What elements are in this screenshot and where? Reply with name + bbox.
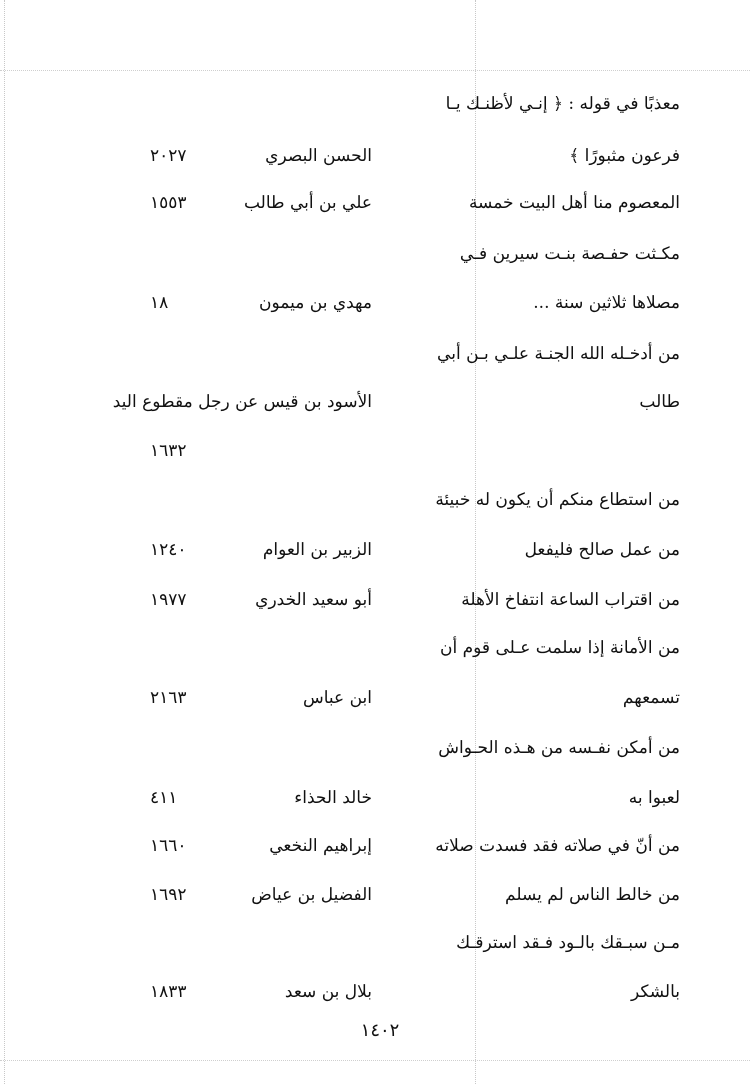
reference-number: ١٢٤٠ [150,540,187,560]
reference-number: ١٥٥٣ [150,193,187,213]
quote-text: تسمعهم [622,688,680,708]
reference-number: ١٩٧٧ [150,590,187,610]
page-number: ١٤٠٢ [360,1020,400,1041]
scan-guide-line [0,70,750,71]
quote-text: مصلاها ثلاثين سنة ... [533,293,680,313]
narrator-name: أبو سعيد الخدري [255,590,372,610]
reference-number: ٤١١ [150,788,178,808]
index-row [120,138,680,174]
quote-text: من أدخـله الله الجنـة علـي بـن أبي [437,344,680,364]
index-row [120,532,680,568]
index-row [120,877,680,913]
narrator-name: بلال بن سعد [284,982,372,1002]
quote-text: من أنّ في صلاته فقد فسدت صلاته [435,836,680,856]
reference-number: ١٦٣٢ [150,441,187,461]
index-row [120,433,680,469]
index-row [120,336,680,372]
narrator-name: الفضيل بن عياض [251,885,372,905]
index-row [120,285,680,321]
quote-text: بالشكر [630,982,680,1002]
quote-text: من عمل صالح فليفعل [524,540,680,560]
quote-text: مكـثت حفـصة بنـت سيرين فـي [459,244,680,264]
reference-number: ١٦٦٠ [150,836,187,856]
quote-text: معذبًا في قوله : ﴿ إنـي لأظنـك يـا [445,94,680,114]
index-row [120,730,680,766]
narrator-name: ابن عباس [302,688,372,708]
reference-number: ٢١٦٣ [150,688,187,708]
reference-number: ١٨ [150,293,169,313]
index-row [120,925,680,961]
index-row [120,828,680,864]
narrator-name: خالد الحذاء [294,788,372,808]
quote-text: فرعون مثبورًا ﴾ [569,146,680,166]
quote-text: من أمكن نفـسه من هـذه الحـواش [438,738,680,758]
scan-guide-line [0,1060,750,1061]
quote-text: مـن سبـقك بالـود فـقد استرقـك [456,933,680,953]
quote-text: طالب [639,392,680,412]
narrator-name: الأسود بن قيس عن رجل مقطوع اليد [112,392,372,412]
narrator-name: إبراهيم النخعي [269,836,372,856]
index-row [120,780,680,816]
narrator-name: الزبير بن العوام [262,540,372,560]
narrator-name: علي بن أبي طالب [243,193,372,213]
index-row [120,974,680,1010]
index-row [112,384,680,420]
reference-number: ١٨٣٣ [150,982,187,1002]
quote-text: من استطاع منكم أن يكون له خبيئة [435,490,680,510]
index-row [120,630,680,666]
quote-text: من الأمانة إذا سلمت عـلى قوم أن [440,638,680,658]
index-row [120,185,680,221]
quote-text: المعصوم منا أهل البيت خمسة [468,193,680,213]
index-row [120,86,680,122]
index-row [120,236,680,272]
reference-number: ٢٠٢٧ [150,146,187,166]
quote-text: لعبوا به [628,788,680,808]
reference-number: ١٦٩٢ [150,885,187,905]
quote-text: من خالط الناس لم يسلم [505,885,680,905]
narrator-name: الحسن البصري [265,146,372,166]
narrator-name: مهدي بن ميمون [259,293,372,313]
scan-guide-line [4,0,5,1084]
quote-text: من اقتراب الساعة انتفاخ الأهلة [461,590,680,610]
index-row [120,582,680,618]
index-row [120,482,680,518]
index-row [120,680,680,716]
